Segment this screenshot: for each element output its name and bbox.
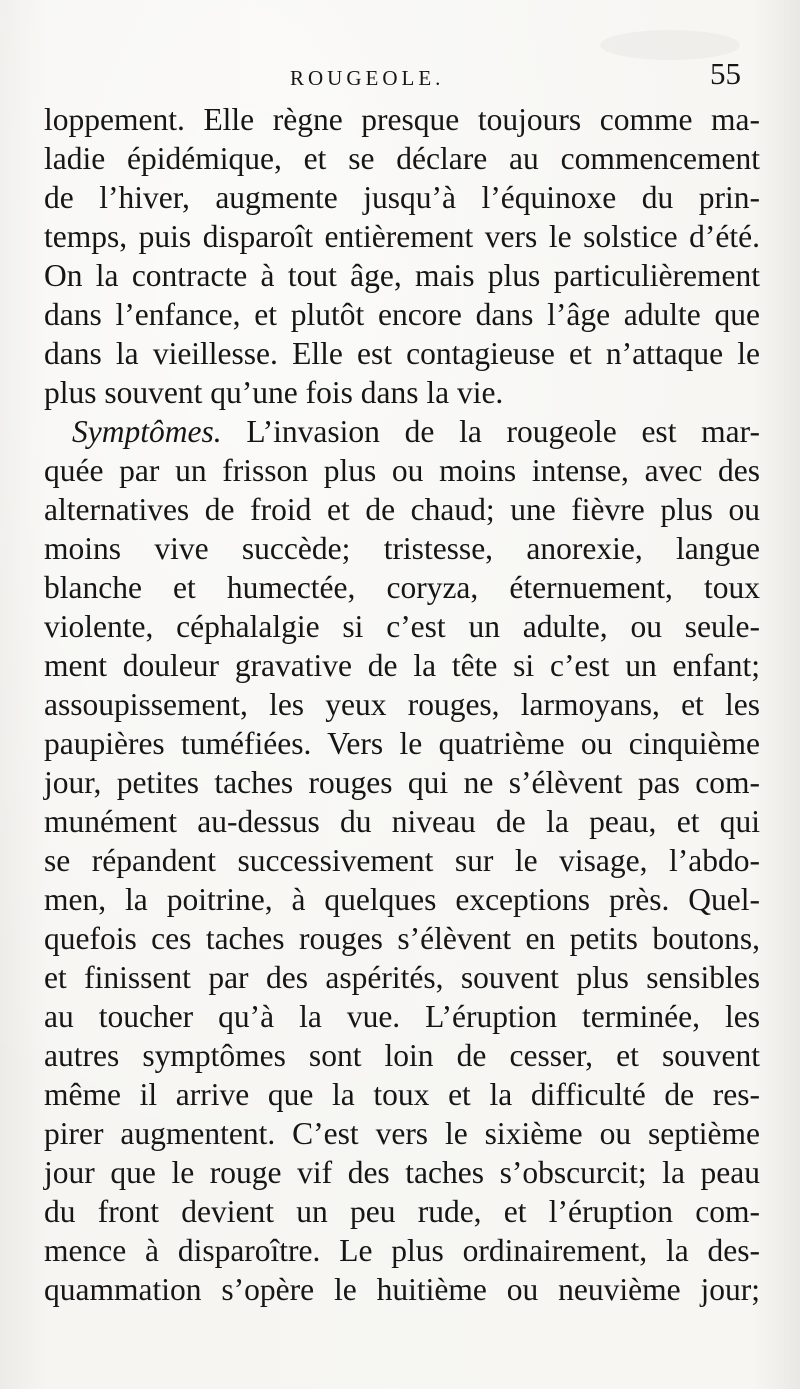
text-line: ment douleur gravative de la tête si c’est un enfant; bbox=[44, 648, 760, 683]
text-line: On la contracte à tout âge, mais plus particulièrement bbox=[44, 258, 760, 293]
text-line: même il arrive que la toux et la difficulté de res- bbox=[44, 1077, 760, 1112]
text-line: plus souvent qu’une fois dans la vie. bbox=[44, 375, 504, 410]
text-run: L’invasion de la rougeole est mar- bbox=[221, 414, 760, 449]
text-line: mence à disparoître. Le plus ordinairement, la des- bbox=[44, 1233, 760, 1268]
text-line: jour que le rouge vif des taches s’obscurcit; la peau bbox=[44, 1155, 760, 1190]
text-line: ladie épidémique, et se déclare au commencement bbox=[44, 141, 760, 176]
text-line: assoupissement, les yeux rouges, larmoyans, et les bbox=[44, 687, 760, 722]
text-line: se répandent successivement sur le visage, l’abdo- bbox=[44, 843, 760, 878]
text-line: dans la vieillesse. Elle est contagieuse et n’attaque le bbox=[44, 336, 760, 371]
text-line: paupières tuméfiées. Vers le quatrième ou cinquième bbox=[44, 726, 760, 761]
body-text bbox=[44, 100, 760, 1309]
text-line: du front devient un peu rude, et l’éruption com- bbox=[44, 1194, 760, 1229]
text-line: pirer augmentent. C’est vers le sixième ou septième bbox=[44, 1116, 760, 1151]
text-line: blanche et humectée, coryza, éternuement, toux bbox=[44, 570, 760, 605]
text-line: munément au-dessus du niveau de la peau, et qui bbox=[44, 804, 760, 839]
text-line: moins vive succède; tristesse, anorexie, langue bbox=[44, 531, 760, 566]
text-line: loppement. Elle règne presque toujours comme ma- bbox=[44, 102, 760, 137]
text-line: autres symptômes sont loin de cesser, et souvent bbox=[44, 1038, 760, 1073]
running-head bbox=[0, 56, 800, 96]
text-line: temps, puis disparoît entièrement vers le solstice d’été. bbox=[44, 219, 760, 254]
text-line: men, la poitrine, à quelques exceptions près. Quel- bbox=[44, 882, 760, 917]
text-line: quefois ces taches rouges s’élèvent en petits boutons, bbox=[44, 921, 760, 956]
text-line: quée par un frisson plus ou moins intense, avec des bbox=[44, 453, 760, 488]
text-line: alternatives de froid et de chaud; une fièvre plus ou bbox=[44, 492, 760, 527]
text-line: de l’hiver, augmente jusqu’à l’équinoxe du prin- bbox=[44, 180, 760, 215]
text-line: au toucher qu’à la vue. L’éruption terminée, les bbox=[44, 999, 760, 1034]
text-line: jour, petites taches rouges qui ne s’élèvent pas com- bbox=[44, 765, 760, 800]
page-number: 55 bbox=[710, 56, 741, 91]
running-title: ROUGEOLE. bbox=[290, 66, 445, 90]
section-lead: Symptômes. bbox=[72, 414, 222, 449]
text-line: violente, céphalalgie si c’est un adulte, ou seule- bbox=[44, 609, 760, 644]
text-line: dans l’enfance, et plutôt encore dans l’âge adulte que bbox=[44, 297, 760, 332]
text-line: et finissent par des aspérités, souvent plus sensibles bbox=[44, 960, 760, 995]
paragraph-first-line bbox=[44, 412, 760, 451]
text-line: quammation s’opère le huitième ou neuvième jour; bbox=[44, 1272, 760, 1307]
